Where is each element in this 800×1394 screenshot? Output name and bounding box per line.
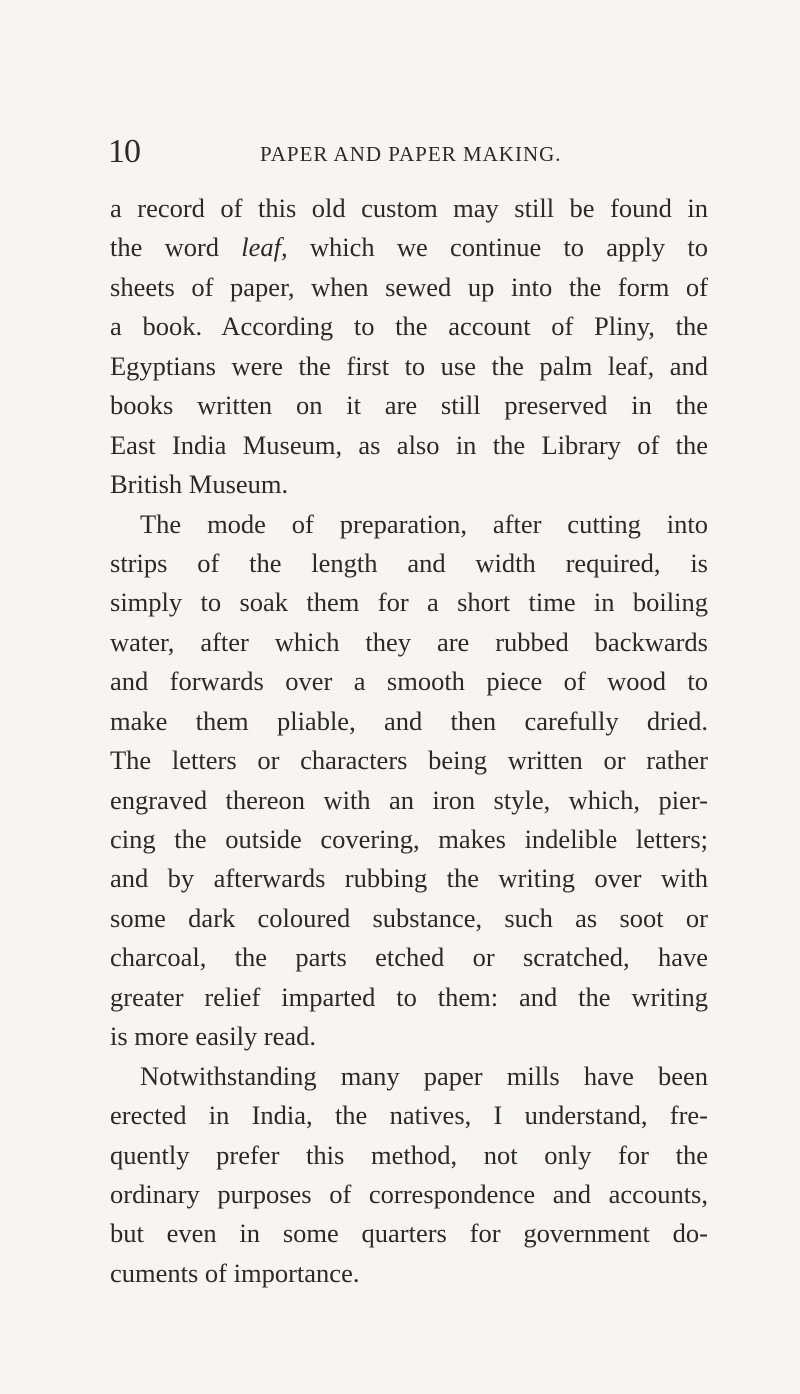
- text-line: books written on it are still preserved in the: [110, 390, 708, 421]
- text-line: The letters or characters being written or rather: [110, 745, 708, 776]
- text-line: engraved thereon with an iron style, which, pier-: [110, 784, 708, 815]
- page-number: 10: [108, 133, 140, 170]
- italic-word-leaf: leaf,: [241, 232, 288, 263]
- text-line: but even in some quarters for government do-: [110, 1218, 708, 1249]
- text-line: charcoal, the parts etched or scratched, have: [110, 942, 708, 973]
- text-line: sheets of paper, when sewed up into the form of: [110, 271, 708, 302]
- text-segment: the word: [110, 232, 242, 263]
- running-title: PAPER AND PAPER MAKING.: [260, 142, 562, 166]
- text-line: erected in India, the natives, I understand, fre-: [110, 1100, 708, 1131]
- text-line: cuments of importance.: [110, 1257, 360, 1288]
- text-line: quently prefer this method, not only for the: [110, 1139, 708, 1170]
- text-line: [110, 228, 708, 267]
- text-line: is more easily read.: [110, 1021, 317, 1052]
- text-line: simply to soak them for a short time in boiling: [110, 587, 708, 618]
- text-line: British Museum.: [110, 469, 289, 500]
- text-line: some dark coloured substance, such as soot or: [110, 902, 708, 933]
- page-header: [108, 132, 708, 172]
- text-line: Egyptians were the first to use the palm leaf, and: [110, 350, 708, 381]
- text-line: greater relief imparted to them: and the writing: [110, 981, 708, 1012]
- text-line: strips of the length and width required, is: [110, 547, 708, 578]
- text-line: a record of this old custom may still be found in: [110, 193, 708, 223]
- text-line: East India Museum, as also in the Library of the: [110, 429, 708, 460]
- text-line: water, after which they are rubbed backwards: [110, 626, 708, 657]
- text-line: cing the outside covering, makes indelible letters;: [110, 824, 708, 854]
- text-line: The mode of preparation, after cutting into: [140, 508, 708, 539]
- text-line: make them pliable, and then carefully dried.: [110, 705, 708, 736]
- text-segment: which we continue to apply to: [287, 232, 708, 263]
- text-line: a book. According to the account of Pliny, the: [110, 311, 708, 342]
- text-line: and by afterwards rubbing the writing over with: [110, 863, 708, 894]
- text-line: and forwards over a smooth piece of wood to: [110, 666, 708, 697]
- body-text: [110, 189, 708, 1293]
- text-line: ordinary purposes of correspondence and accounts,: [110, 1178, 708, 1209]
- text-line: Notwithstanding many paper mills have been: [140, 1060, 708, 1091]
